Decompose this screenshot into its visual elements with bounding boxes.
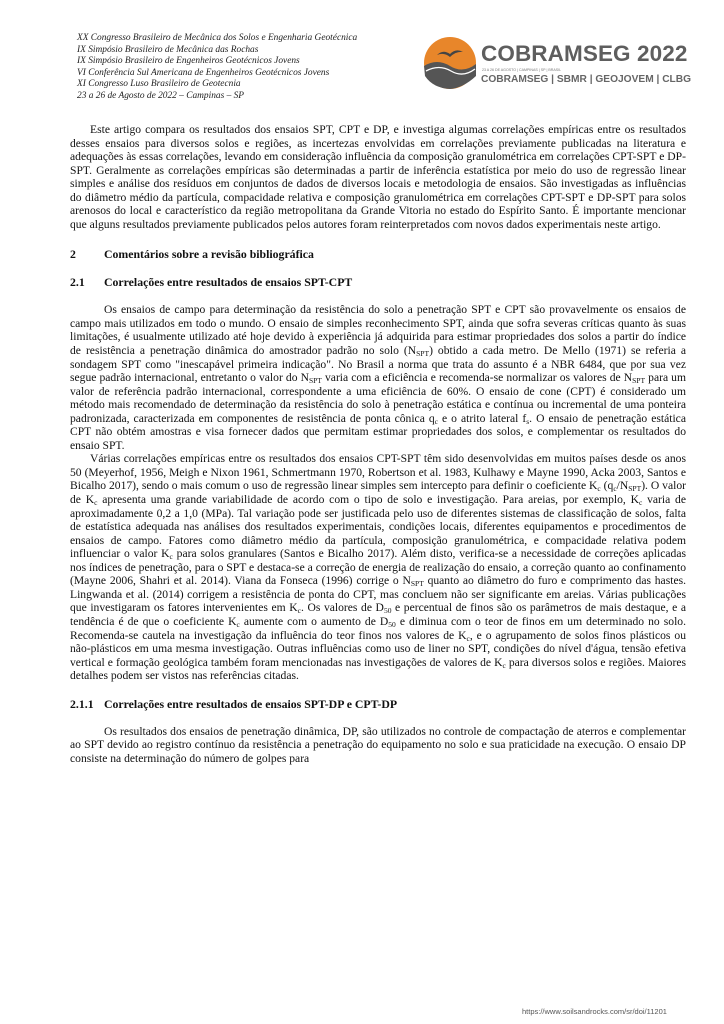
logo-small-text: 23 A 26 DE AGOSTO | CAMPINAS | SP | BRASIL xyxy=(482,68,562,72)
header-line: 23 a 26 de Agosto de 2022 – Campinas – SP xyxy=(77,90,245,101)
logo-subtitle: COBRAMSEG | SBMR | GEOJOVEM | CLBG xyxy=(481,74,692,85)
header-line: XX Congresso Brasileiro de Mecânica dos Solos e Engenharia Geotécnica xyxy=(77,33,358,43)
section-number: 2 xyxy=(70,247,76,262)
header-line: IX Simpósio Brasileiro de Engenheiros Geotécnicos Jovens xyxy=(77,56,300,66)
section-number: 2.1.1 xyxy=(70,696,94,711)
cobramseg-logo xyxy=(423,36,713,92)
section-title: Comentários sobre a revisão bibliográfica xyxy=(104,247,314,262)
header-line: VI Conferência Sul Americana de Engenheiros Geotécnicos Jovens xyxy=(77,67,330,78)
logo-emblem-icon xyxy=(423,36,477,90)
section-heading-2-1-1 xyxy=(70,697,686,711)
conference-header xyxy=(77,33,407,102)
paragraph-spt-cpt-1: Os ensaios de campo para determinação da resistência do solo a penetração SPT e CPT são provavelmente os ensaios de campo mais utilizados em todo o mundo. O ensaio de simples reconhecimento SPT, ainda que sofra severas críticas quanto às suas limitações, é usualmente utilizado até hoje devido à experiência já adquirida para estimar propriedades dos solos a partir do índice de resistência a penetração dinâmica do amostrador padrão no solo $(N_{SPT})$ obtido a cada metro. De Mello (1971) se referia a sondagem SPT como "inescapável primeira indicação". No Brasil a norma que trata do assunto é a NBR 6484, que por sua vez segue padrão internacional, entretanto o valor do $N_{SPT}$ varia com a eficiência e recomenda-se normalizar os valores de $N_{SPT}$ para um valor de referência padrão internacional, correspondente a uma eficiência de 60%. O ensaio de cone (CPT) é considerado um método mais recomendado de determinação da resistência do solo à penetração estática e contínua ou incremental de uma ponteira padronizada, caracterizada em componentes de resistência de ponta cônica $q_c$ e o atrito lateral $f_s$. O ensaio de penetração estática CPT não obtém amostras e visa fornecer dados que permitam estimar propriedades dos solos, e complementar os resultados do ensaio SPT. xyxy=(70,303,687,452)
logo-title: COBRAMSEG 2022 xyxy=(481,41,688,66)
paragraph-spt-cpt-2: Várias correlações empíricas entre os resultados dos ensaios CPT-SPT têm sido desenvolvidas em muitos países desde os anos 50 (Meyerhof, 1956, Meigh e Nixon 1961, Schmertmann 1970, Robertson et al. 1983, Kulhawy e Mayne 1990, Acka 2003, Santos e Bicalho 2017), sendo o mais comum o uso de regressão linear simples sem intercepto para definir o coeficiente $K_c$ $(q_c/N_{SPT})$. O valor de $K_c$ apresenta uma grande variabilidade de acordo com o tipo de solo e investigação. Para areias, por exemplo, $K_c$ varia de aproximadamente 0,2 a 1,0 (MPa). Tal variação pode ser justificada pelo uso de diferentes sistemas de classificação de solos, falta de estatística adequada nas análises dos resultados experimentais, condições locais, diferentes equipamentos e procedimentos de ensaios de campo. Fatores como diâmetro médio da partícula, composição granulométrica, e compacidade relativa podem influenciar o valor $K_c$ para solos granulares (Santos e Bicalho 2017). Além disto, verifica-se a necessidade de correções aplicadas nos índices de penetração, para o SPT e destaca-se a correção de energia de realização do ensaio, a correção quanto ao confinamento (Mayne 2006, Shahri et al. 2014). Viana da Fonseca (1996) corrige o $N_{SPT}$ quanto ao diâmetro do furo e comprimento das hastes. Lingwanda et al. (2014) corrigem a resistência de ponta do CPT, mas concluem não ser significante em areias. Várias publicações que investigaram os fatores intervenientes em $K_c$. Os valores de $D_{50}$ e percentual de finos são os parâmetros de mais destaque, e a tendência é de que o coeficiente $K_c$ aumente com o aumento de $D_{50}$ e diminua com o teor de finos em um determinado no solo. Recomenda-se cautela na investigação da influência do teor finos nos valores de $K_c$, e o agrupamento de solos finos plásticos ou não-plásticos em uma mesma investigação. Outras influências como uso de liner no SPT, condições do nível d'água, tensão efetiva vertical e formação geológica também foram mencionadas nas investigações de valores de $K_c$ para diversos solos e regiões. Maiores detalhes podem ser vistos nas referências citadas. xyxy=(70,452,686,683)
section-title: Correlações entre resultados de ensaios SPT-CPT xyxy=(104,275,353,290)
header-line: IX Simpósio Brasileiro de Mecânica das Rochas xyxy=(77,44,259,55)
paragraph-spt-dp: Os resultados dos ensaios de penetração dinâmica, DP, são utilizados no controle de compactação de aterros e complementar ao SPT devido ao registro contínuo da resistência a penetração do equipamento no solo e sua praticidade na execução. O ensaio DP consiste na determinação do número de golpes para xyxy=(70,724,686,765)
footer-url: https://www.soilsandrocks.com/sr/doi/11201 xyxy=(522,1007,667,1016)
paper-body xyxy=(70,123,686,765)
section-title: Correlações entre resultados de ensaios SPT-DP e CPT-DP xyxy=(104,696,398,711)
section-number: 2.1 xyxy=(70,275,85,290)
section-heading-2-1 xyxy=(70,275,686,289)
section-heading-2 xyxy=(70,247,686,261)
intro-paragraph: Este artigo compara os resultados dos ensaios SPT, CPT e DP, e investiga algumas correlações empíricas entre os resultados desses ensaios para diversos solos e regiões, as incertezas envolvidas em correlações previamente publicadas na literatura e adequações às essas correlações, levando em consideração influência da composição granulométrica em correlações CPT-SPT e DP-SPT. Geralmente as correlações empíricas são determinadas a partir de inferência estatística por meio do uso de regressão linear simples e análise dos resíduos em conjuntos de dados de diversos locais e metodologia de ensaios. São investigadas as influências do diâmetro médio da partícula, compacidade relativa e composição granulométrica em correlações CPT-SPT e DP-SPT para solos arenosos do local e característico da região metropolitana da Grande Vitoria no estado do Espírito Santo. É importante mencionar que alguns resultados previamente publicados pelos autores foram reinterpretados com novos dados experimentais neste artigo. xyxy=(70,123,686,231)
header-line: XI Congresso Luso Brasileiro de Geotecnia xyxy=(77,79,241,89)
